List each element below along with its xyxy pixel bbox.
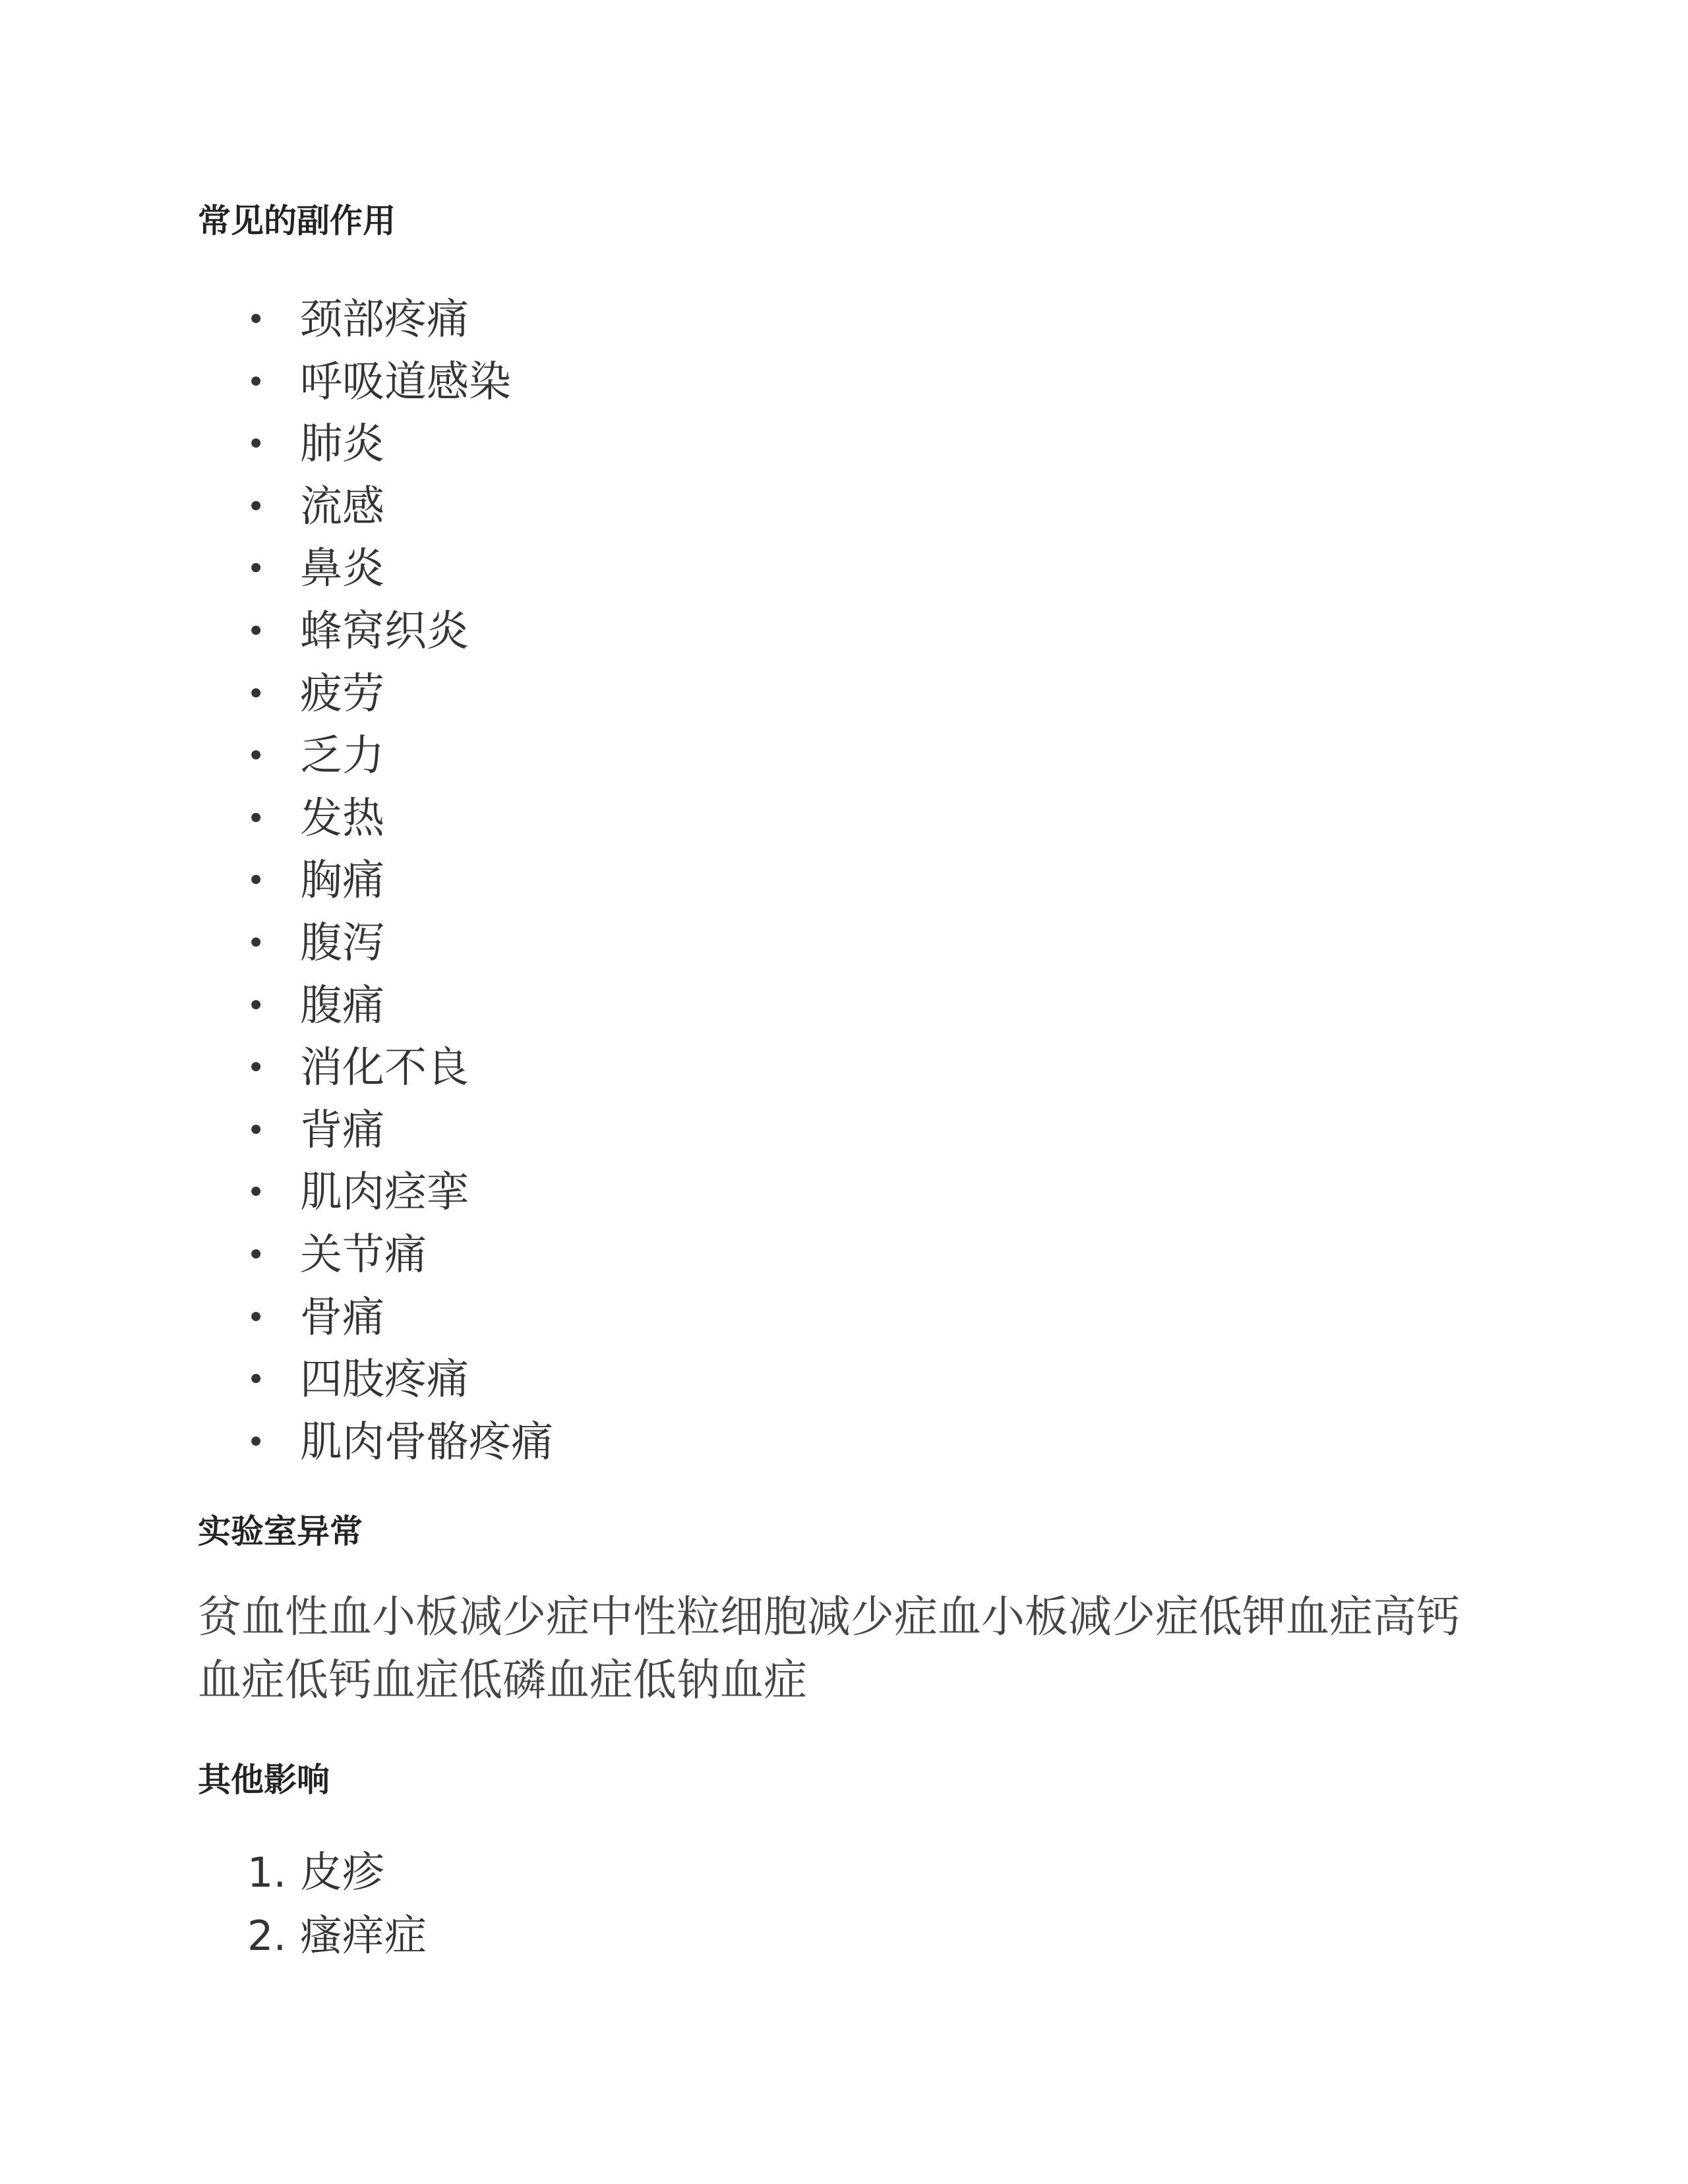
bullet-icon: • <box>247 1361 266 1399</box>
list-item <box>198 1100 553 1162</box>
list-item-label: 鼻炎 <box>300 545 384 594</box>
list-item-label: 蜂窝织炎 <box>300 606 469 656</box>
bullet-icon: • <box>247 363 266 401</box>
bullet-icon: • <box>247 488 266 525</box>
bullet-icon: • <box>247 1049 266 1087</box>
list-item <box>198 413 553 476</box>
list-item <box>198 1411 553 1474</box>
list-item-label: 皮疹 <box>300 1848 384 1897</box>
common-side-effects-list <box>198 289 553 1473</box>
bullet-icon: • <box>247 862 266 900</box>
list-item-label: 腹痛 <box>300 981 384 1030</box>
list-item <box>198 850 553 912</box>
bullet-icon: • <box>247 987 266 1024</box>
list-item <box>198 476 553 539</box>
list-item <box>198 725 553 788</box>
list-item-label: 肌肉痉挛 <box>300 1168 469 1218</box>
bullet-icon: • <box>247 1174 266 1212</box>
list-item-label: 颈部疼痛 <box>300 295 469 344</box>
list-item-label: 呼吸道感染 <box>300 357 511 407</box>
bullet-icon: • <box>247 924 266 962</box>
list-item-label: 疲劳 <box>300 669 384 719</box>
list-item <box>198 538 553 601</box>
list-item-label: 瘙痒症 <box>300 1912 427 1961</box>
list-item-label: 流感 <box>300 482 384 531</box>
list-item-label: 背痛 <box>300 1106 384 1155</box>
bullet-icon: • <box>247 426 266 463</box>
bullet-icon: • <box>247 1299 266 1336</box>
list-item <box>198 1224 553 1287</box>
bullet-icon: • <box>247 800 266 837</box>
list-item-number: 1. <box>247 1848 287 1897</box>
list-item-label: 肺炎 <box>300 420 384 469</box>
list-item <box>198 289 553 351</box>
lab-abnormalities-text: 贫血性血小板减少症中性粒细胞减少症血小板减少症低钾血症高钙血症低钙血症低磷血症低钠血症 <box>198 1591 1460 1705</box>
other-effects-list <box>198 1841 427 1968</box>
bullet-icon: • <box>247 1236 266 1274</box>
bullet-icon: • <box>247 675 266 713</box>
bullet-icon: • <box>247 738 266 775</box>
bullet-icon: • <box>247 1423 266 1461</box>
list-item <box>198 1037 553 1100</box>
list-item <box>198 1841 427 1904</box>
list-item <box>198 601 553 663</box>
bullet-icon: • <box>247 301 266 338</box>
list-item <box>198 1287 553 1349</box>
other-effects-heading: 其他影响 <box>198 1761 330 1799</box>
list-item-label: 肌肉骨骼疼痛 <box>300 1417 553 1467</box>
list-item-label: 胸痛 <box>300 856 384 906</box>
common-side-effects-heading: 常见的副作用 <box>198 202 396 240</box>
list-item-label: 骨痛 <box>300 1293 384 1342</box>
list-item-label: 四肢疼痛 <box>300 1355 469 1405</box>
list-item-label: 关节痛 <box>300 1230 427 1280</box>
list-item <box>198 975 553 1038</box>
list-item <box>198 1349 553 1411</box>
list-item <box>198 1904 427 1968</box>
list-item-label: 腹泻 <box>300 918 384 968</box>
list-item <box>198 1162 553 1224</box>
list-item <box>198 351 553 414</box>
lab-abnormalities-heading: 实验室异常 <box>198 1512 363 1550</box>
bullet-icon: • <box>247 612 266 650</box>
list-item-label: 乏力 <box>300 732 384 781</box>
list-item <box>198 912 553 975</box>
list-item-label: 发热 <box>300 794 384 843</box>
bullet-icon: • <box>247 1111 266 1149</box>
list-item <box>198 788 553 850</box>
list-item-number: 2. <box>247 1912 287 1960</box>
list-item-label: 消化不良 <box>300 1044 469 1093</box>
list-item <box>198 663 553 726</box>
bullet-icon: • <box>247 550 266 588</box>
